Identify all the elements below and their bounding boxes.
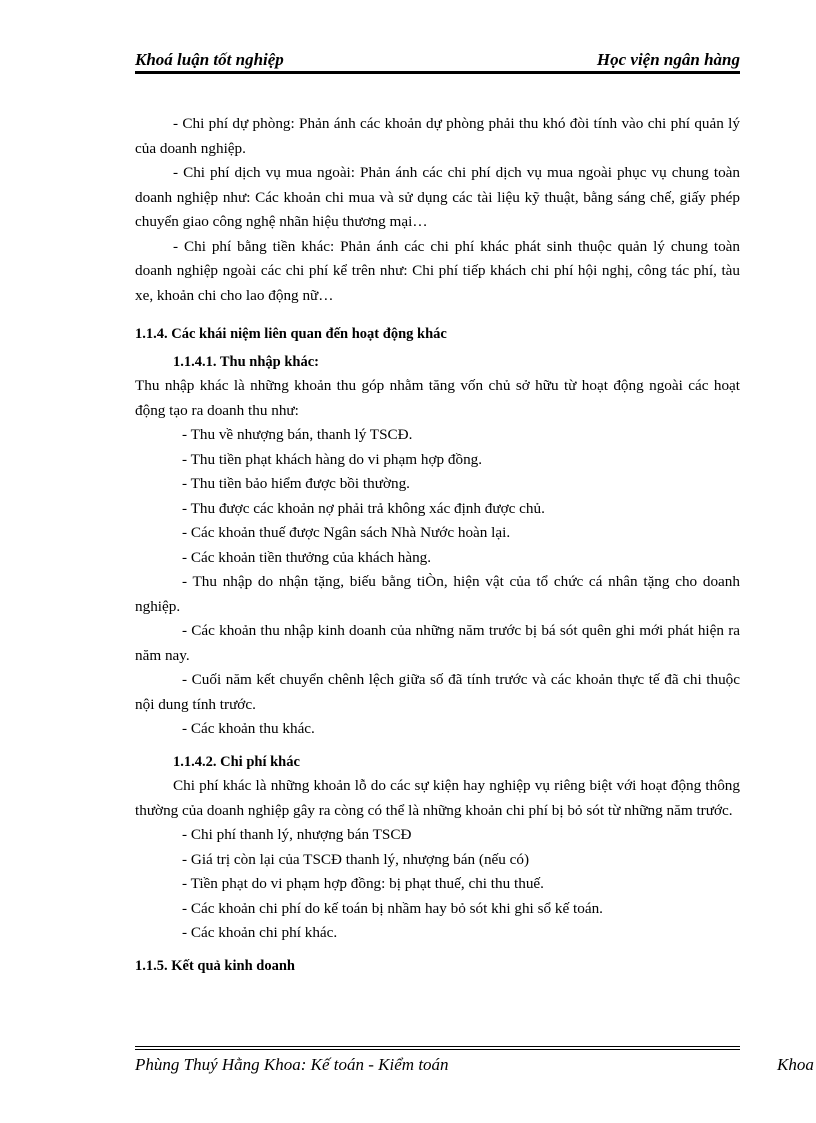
paragraph-other-income-intro: Thu nhập khác là những khoản thu góp nhằm tăng vốn chủ sở hữu từ hoạt động ngoài các hoạt động tạo ra doanh thu như: bbox=[135, 377, 740, 419]
list-item: - Các khoản chi phí khác. bbox=[182, 924, 338, 941]
heading-1-1-5: 1.1.5. Kết quả kinh doanh bbox=[135, 957, 295, 974]
header-rule bbox=[135, 71, 740, 74]
list-item: - Chi phí thanh lý, nhượng bán TSCĐ bbox=[182, 826, 412, 843]
paragraph-provision-cost: - Chi phí dự phòng: Phản ánh các khoản dự phòng phải thu khó đòi tính vào chi phí quản lý của doanh nghiệp. bbox=[135, 115, 740, 157]
header-thesis-title: Khoá luận tốt nghiệp bbox=[135, 50, 284, 69]
list-item: - Các khoản thuế được Ngân sách Nhà Nước hoàn lại. bbox=[182, 524, 511, 541]
header-institution: Học viện ngân hàng bbox=[596, 50, 740, 69]
list-other-expense bbox=[135, 823, 740, 946]
list-item: - Tiền phạt do vi phạm hợp đồng: bị phạt thuế, chi thu thuế. bbox=[182, 875, 544, 892]
page-header bbox=[135, 48, 740, 72]
list-item: - Các khoản thu nhập kinh doanh của những năm trước bị bá sót quên ghi mới phát hiện ra năm nay. bbox=[135, 622, 740, 664]
list-item: - Các khoản tiền thưởng của khách hàng. bbox=[182, 548, 432, 566]
list-item: - Thu tiền bảo hiểm được bồi thường. bbox=[182, 475, 410, 492]
page-body bbox=[135, 112, 740, 978]
list-item: - Giá trị còn lại của TSCĐ thanh lý, nhượng bán (nếu có) bbox=[182, 850, 530, 868]
list-item: - Thu tiền phạt khách hàng do vi phạm hợp đồng. bbox=[182, 450, 483, 468]
list-item: - Các khoản thu khác. bbox=[182, 720, 315, 737]
list-item: - Thu về nhượng bán, thanh lý TSCĐ. bbox=[182, 426, 413, 443]
paragraph-other-expense-intro: Chi phí khác là những khoản lỗ do các sự kiện hay nghiệp vụ riêng biệt với hoạt động thông thường của doanh nghiệp gây ra còng có thể là những khoản chi phí bị bỏ sót từ những năm trước. bbox=[135, 777, 740, 819]
paragraph-outsourced-services: - Chi phí dịch vụ mua ngoài: Phản ánh các chi phí dịch vụ mua ngoài phục vụ chung toàn doanh nghiệp như: Các khoản chi mua và sử dụng các tài liệu kỹ thuật, bằng sáng chế, giấy phép chuyển giao công nghệ nhãn hiệu thương mại… bbox=[135, 164, 740, 230]
list-item: - Thu được các khoản nợ phải trả không xác định được chủ. bbox=[182, 499, 545, 517]
footer-author: Phùng Thuý Hằng Khoa: Kế toán - Kiểm toán bbox=[135, 1055, 449, 1074]
heading-1-1-4-2: 1.1.4.2. Chi phí khác bbox=[173, 753, 300, 770]
list-item: - Thu nhập do nhận tặng, biếu bằng tiÒn, hiện vật của tổ chức cá nhân tặng cho doanh nghiệp. bbox=[135, 573, 740, 615]
list-other-income bbox=[135, 423, 740, 742]
list-item: - Cuối năm kết chuyển chênh lệch giữa số đã tính trước và các khoản thực tế đã chi thuộc nội dung tính trước. bbox=[135, 671, 740, 713]
list-item: - Các khoản chi phí do kế toán bị nhầm hay bỏ sót khi ghi sổ kế toán. bbox=[182, 899, 603, 917]
heading-1-1-4: 1.1.4. Các khái niệm liên quan đến hoạt động khác bbox=[135, 326, 447, 342]
footer-rule bbox=[135, 1046, 740, 1050]
heading-1-1-4-1: 1.1.4.1. Thu nhập khác: bbox=[173, 353, 319, 370]
paragraph-other-cash-costs: - Chi phí bằng tiền khác: Phản ánh các chi phí khác phát sinh thuộc quản lý chung toàn doanh nghiệp ngoài các chi phí kể trên như: Chi phí tiếp khách chi phí hội nghị, công tác phí, tàu xe, khoản chi cho lao động nữ… bbox=[135, 237, 740, 304]
footer-cutoff-text: Khoa bbox=[777, 1055, 814, 1074]
